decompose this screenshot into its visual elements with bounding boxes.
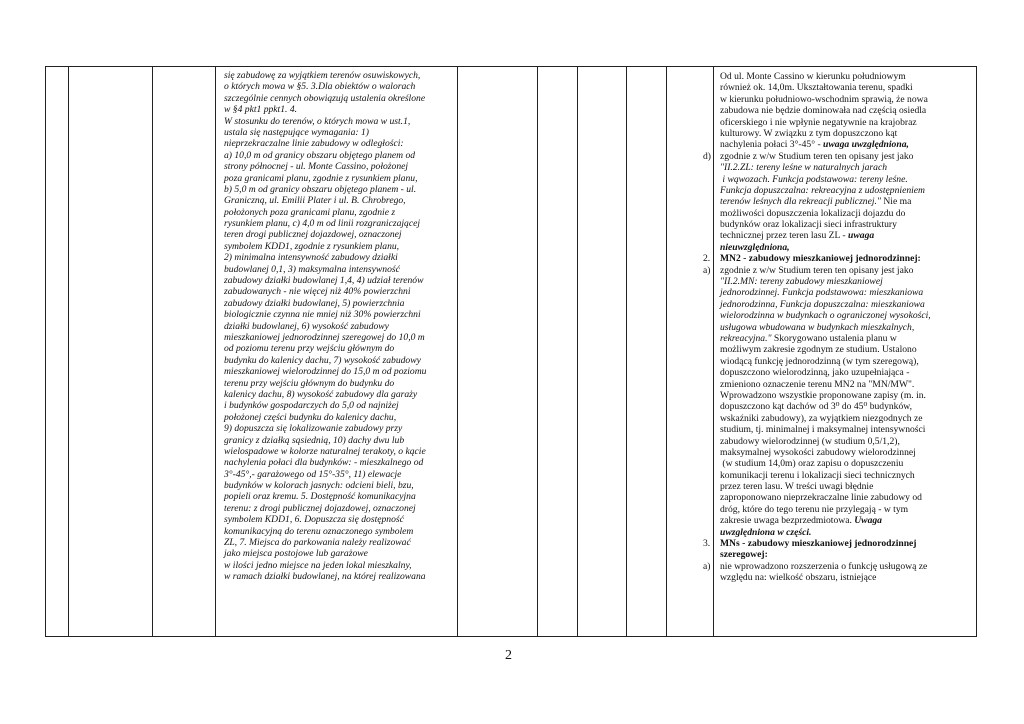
list-label: d) <box>703 150 711 162</box>
quoted-text: "II.2.MN: tereny zabudowy mieszkaniowej <box>720 276 883 288</box>
body-text: Wprowadzono wszystkie proponowane zapisy (m. in. <box>720 389 926 401</box>
body-text: zgodnie z w/w Studium teren ten opisany jest jako <box>720 150 914 162</box>
body-text: dopuszczono wielorodzinną, jako uzupełniająca - <box>720 367 910 379</box>
text-line: i budynków gospodarczych do 5,0 od najniżej <box>224 400 399 412</box>
text-line <box>716 458 931 469</box>
text-line <box>703 150 931 162</box>
text-line <box>716 470 931 481</box>
body-text: zabudowy wielorodzinnej (w studium 0,5/1,2), <box>720 435 900 447</box>
body-text: również ok. 14,0m. Ukształtowania terenu, spadki <box>720 82 913 94</box>
text-line: ZL, 7. Miejsca do parkowania należy realizować <box>224 537 411 549</box>
text-line: działki budowlanej, 6) wysokość zabudowy <box>224 320 389 332</box>
text-line: położonych poza granicami planu, zgodnie z <box>224 206 396 218</box>
quoted-text: Funkcja dopuszczalna: rekreacyjna z udostępnieniem <box>720 184 925 196</box>
text-line: 9) dopuszcza się lokalizowanie zabudowy przy <box>224 423 403 435</box>
text-line <box>716 322 931 333</box>
text-line <box>716 162 931 173</box>
text-line <box>716 492 931 503</box>
list-label: a) <box>703 264 711 276</box>
list-label: 2. <box>703 253 711 265</box>
page-number: 2 <box>505 648 512 663</box>
text-line: teren drogi publicznej dojazdowej, oznaczonej <box>224 229 402 241</box>
body-text: względu na: wielkość obszaru, istniejące <box>720 572 877 584</box>
text-line: symbolem KDD1, 6. Dopuszcza się dostępność <box>224 514 404 526</box>
text-line <box>716 401 931 412</box>
text-line <box>716 424 931 435</box>
text-line: nieprzekraczalne linie zabudowy w odległości: <box>224 138 404 150</box>
body-text: budynków oraz lokalizacji sieci infrastruktury <box>720 219 897 231</box>
text-line <box>703 264 931 276</box>
body-text: nachylenia połaci 3°-45° - <box>720 139 824 151</box>
text-line <box>716 94 931 105</box>
body-text: komunikacji terenu i lokalizacji sieci technicznych <box>720 469 915 481</box>
text-line: szczególnie cennych obowiązują ustalenia określone <box>224 92 426 104</box>
verdict-text: uwaga <box>848 230 875 242</box>
text-line <box>716 230 931 241</box>
quoted-text: terenów leśnych dla rekreacji publicznej." <box>720 196 881 208</box>
text-line <box>716 71 931 82</box>
heading-text: MN2 - zabudowy mieszkaniowej jednorodzinnej: <box>720 253 921 265</box>
quoted-text: wielorodzinna w budynkach o ograniczonej wysokości, <box>720 310 931 322</box>
quoted-text: usługowa wbudowana w budynkach mieszkalnych, <box>720 321 915 333</box>
heading-text: szeregowej: <box>720 549 768 561</box>
quoted-text: jednorodzinnej. Funkcja podstawowa: mieszkaniowa <box>720 287 924 299</box>
body-text: wskaźniki zabudowy), za wyjątkiem niezgodnych ze <box>720 412 923 424</box>
text-line: w ilości jedno miejsce na jeden lokal mieszkalny, <box>224 559 412 571</box>
verdict-text: nieuwzględniona, <box>720 241 790 253</box>
text-line <box>716 276 931 287</box>
section-heading-line <box>703 538 931 550</box>
text-line: budynków w kolorach jasnych: odcieni bieli, bzu, <box>224 480 414 492</box>
text-line: o których mowa w §5. 3.Dla obiektów o walorach <box>224 81 416 93</box>
text-line: położonej części budynku do kalenicy dachu, <box>224 411 397 423</box>
text-line <box>716 344 931 355</box>
body-text: oficerskiego i nie wpłynie negatywnie na krajobraz <box>720 116 917 128</box>
verdict-text: Uwaga <box>854 515 882 527</box>
body-text: nie wprowadzono rozszerzenia o funkcję usługową ze <box>720 560 928 572</box>
body-text: studium, tj. minimalnej i maksymalnej intensywności <box>720 424 926 436</box>
text-line: W stosunku do terenów, o których mowa w ust.1, <box>224 115 411 127</box>
body-text: Od ul. Monte Cassino w kierunku południowym <box>720 71 906 82</box>
resolution-text-column <box>703 71 931 584</box>
text-line <box>716 504 931 515</box>
text-line: zabudowanych - nie więcej niż 40% powierzchni <box>224 286 411 298</box>
body-text: zakresie uwaga bezprzedmiotowa. <box>720 515 855 527</box>
text-line <box>716 572 931 583</box>
text-line: komunikacyjną do terenu oznaczonego symbolem <box>224 525 414 537</box>
text-line <box>716 436 931 447</box>
text-line <box>716 299 931 310</box>
body-text: dopuszczono kąt dachów od 3⁰ do 45⁰ budynków, <box>720 401 912 413</box>
text-line <box>716 139 931 150</box>
text-line: terenu przy wejściu głównym do budynku do <box>224 377 395 389</box>
text-line <box>716 287 931 298</box>
text-line: mieszkaniowej wielorodzinnej do 15,0 m od poziomu <box>224 366 427 378</box>
body-text: kulturowy. W związku z tym dopuszczono kąt <box>720 127 898 139</box>
body-text: Skorygowano ustalenia planu w <box>771 332 897 344</box>
text-line: popieli oraz kremu. 5. Dostępność komunikacyjna <box>224 491 416 503</box>
quoted-text: jednorodzinna, Funkcja dopuszczalna: mieszkaniowa <box>720 298 925 310</box>
text-line: nachylenia połaci dla budynków: - mieszkalnego od <box>224 457 424 469</box>
text-line: terenu: z drogi publicznej dojazdowej, oznaczonej <box>224 502 416 514</box>
body-text: możliwości dopuszczenia lokalizacji dojazdu do <box>720 207 906 219</box>
verdict-text: uwzględniona w części. <box>720 526 812 538</box>
section-heading-line <box>703 253 931 265</box>
text-line <box>716 356 931 367</box>
list-label: 3. <box>703 538 711 550</box>
body-text: Nie ma <box>880 196 912 208</box>
text-line: 2) minimalna intensywność zabudowy działki <box>224 252 398 264</box>
body-text: zgodnie z w/w Studium teren ten opisany jest jako <box>720 264 914 276</box>
quoted-text: i wąwozach. Funkcja podstawowa: tereny leśne. <box>720 173 908 185</box>
text-line <box>716 413 931 424</box>
text-line <box>716 333 931 344</box>
text-line <box>716 128 931 139</box>
list-label: a) <box>703 560 711 572</box>
verdict-text: uwaga uwzględniona, <box>823 139 909 151</box>
text-line: się zabudowę za wyjątkiem terenów osuwiskowych, <box>224 70 421 81</box>
text-line <box>716 367 931 378</box>
text-line <box>716 390 931 401</box>
text-line: mieszkaniowej jednorodzinnej szeregowej do 10,0 m <box>224 331 425 343</box>
text-line <box>716 515 931 526</box>
text-line <box>716 196 931 207</box>
quoted-text: rekreacyjna." <box>720 332 772 344</box>
text-line: Graniczną, ul. Emilii Plater i ul. B. Chrobrego, <box>224 195 406 207</box>
text-line <box>716 242 931 253</box>
text-line: w §4 pkt1 ppkt1. 4. <box>224 104 298 116</box>
text-line: wielospadowe w kolorze naturalnej terakoty, o kącie <box>224 445 426 457</box>
body-text: przez teren lasu. W treści uwagi błędnie <box>720 481 874 493</box>
body-text: (w studium 14,0m) oraz zapisu o dopuszczeniu <box>720 458 904 470</box>
quoted-text: "II.2.ZL: tereny leśne w naturalnych jarach <box>720 162 888 174</box>
text-line: ustala się następujące wymagania: 1) <box>224 126 369 138</box>
text-line: symbolem KDD1, zgodnie z rysunkiem planu, <box>224 240 400 252</box>
text-line: 3°-45°,- garażowego od 15°-35°, 11) elewacje <box>224 468 402 480</box>
text-line: od poziomu terenu przy wejściu głównym do <box>224 343 395 355</box>
text-line <box>716 105 931 116</box>
text-line <box>716 527 931 538</box>
body-text: możliwym zakresie zgodnym ze studium. Ustalono <box>720 344 917 356</box>
text-line: poza granicami planu, zgodnie z rysunkiem planu, <box>224 172 418 184</box>
text-line <box>716 185 931 196</box>
body-text: w kierunku południowo-wschodnim sprawią, że nowa <box>720 93 928 105</box>
text-line: a) 10,0 m od granicy obszaru objętego planem od <box>224 149 416 161</box>
body-text: zaproponowano nieprzekraczalne linie zabudowy od <box>720 492 922 504</box>
body-text: maksymalnej wysokości zabudowy wielorodzinnej <box>720 446 916 458</box>
text-line: granicy z działką sąsiednią, 10) dachy dwu lub <box>224 434 405 446</box>
body-text: technicznej przez teren lasu ZL - <box>720 230 849 242</box>
body-text: dróg, które do tego terenu nie przylegają - w tym <box>720 503 909 515</box>
text-line <box>716 219 931 230</box>
text-line <box>716 447 931 458</box>
text-line: zabudowy działki budowlanej, 5) powierzchnia <box>224 297 405 309</box>
text-line: zabudowy działki budowlanej 1,4, 4) udział terenów <box>224 275 424 287</box>
text-line <box>716 310 931 321</box>
body-text: wiodącą funkcję jednorodzinną (w tym szeregową), <box>720 355 919 367</box>
body-text: zabudowa nie będzie dominowała nad częścią osiedla <box>720 105 927 117</box>
text-line <box>716 174 931 185</box>
text-line: jako miejsca postojowe lub garażowe <box>224 548 368 560</box>
section-heading-line <box>716 549 931 560</box>
text-line <box>716 379 931 390</box>
text-line: b) 5,0 m od granicy obszaru objętego planem - ul. <box>224 183 417 195</box>
regulation-text-column <box>224 70 426 583</box>
body-text: zmieniono oznaczenie terenu MN2 na "MN/MW". <box>720 378 915 390</box>
text-line <box>716 117 931 128</box>
heading-text: MNs - zabudowy mieszkaniowej jednorodzinnej <box>720 538 917 550</box>
text-line: budynku do kalenicy dachu, 7) wysokość zabudowy <box>224 354 421 366</box>
text-line <box>716 481 931 492</box>
text-line <box>716 208 931 219</box>
text-line: strony północnej - ul. Monte Cassino, położonej <box>224 161 409 173</box>
text-line <box>703 560 931 572</box>
text-line: rysunkiem planu, c) 4,0 m od linii rozgraniczającej <box>224 218 421 230</box>
text-line: budowlanej 0,1, 3) maksymalna intensywność <box>224 263 400 275</box>
text-line <box>716 82 931 93</box>
text-line: w ramach działki budowlanej, na której realizowana <box>224 571 426 583</box>
text-line: biologicznie czynna nie mniej niż 30% powierzchni <box>224 309 421 321</box>
text-line: kalenicy dachu, 8) wysokość zabudowy dla garaży <box>224 388 418 400</box>
